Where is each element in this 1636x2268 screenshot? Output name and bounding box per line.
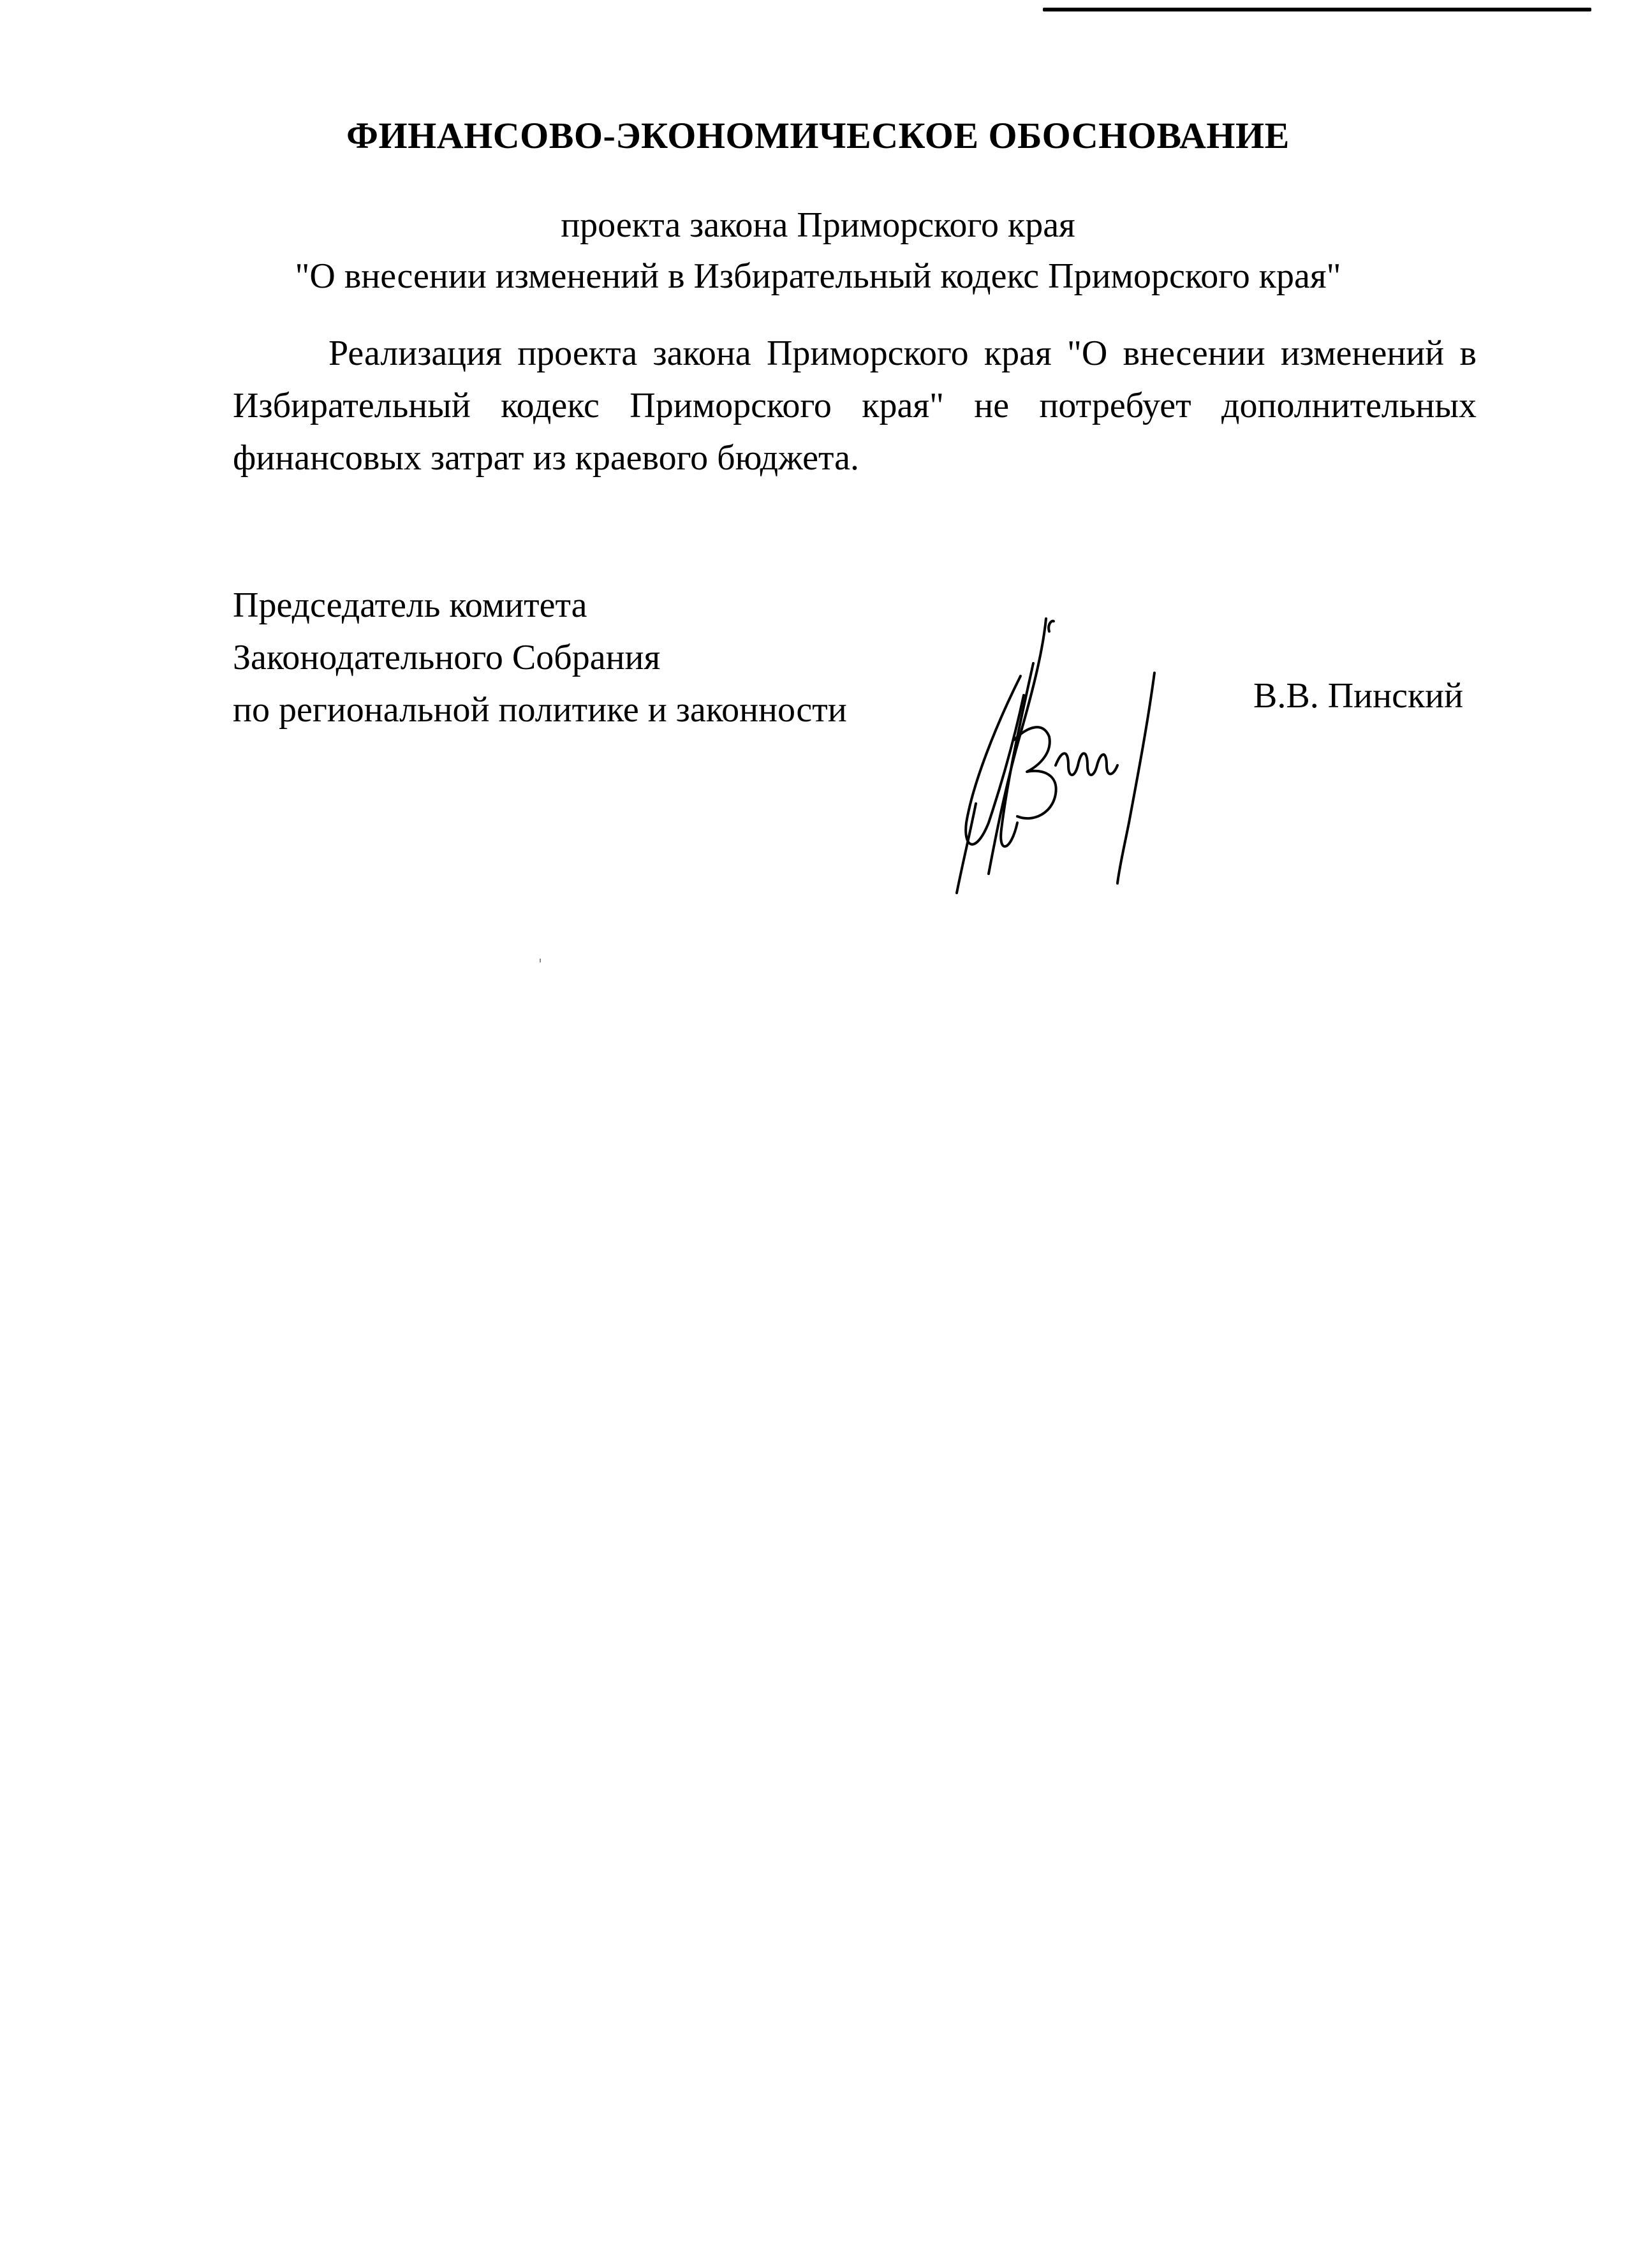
signatory-name: В.В. Пинский	[1253, 676, 1464, 716]
document-title: ФИНАНСОВО-ЭКОНОМИЧЕСКОЕ ОБОСНОВАНИЕ	[346, 115, 1290, 156]
handwritten-signature	[938, 612, 1180, 899]
signatory-position	[233, 579, 847, 736]
position-line-3: по региональной политике и законности	[233, 690, 847, 730]
scan-speck	[540, 959, 541, 962]
body-paragraph: Реализация проекта закона Приморского края "О внесении изменений в Избирательный кодекс Приморского края" не потребует дополнительных финансовых затрат из краевого бюджета.	[233, 334, 1477, 478]
subtitle-line-2: "О внесении изменений в Избирательный кодекс Приморского края"	[295, 256, 1341, 296]
position-line-2: Законодательного Собрания	[233, 638, 661, 677]
position-line-1: Председатель комитета	[233, 585, 587, 625]
top-rule-line	[1043, 8, 1591, 11]
subtitle-line-1: проекта закона Приморского края	[561, 205, 1075, 245]
document-subtitle	[0, 200, 1636, 302]
